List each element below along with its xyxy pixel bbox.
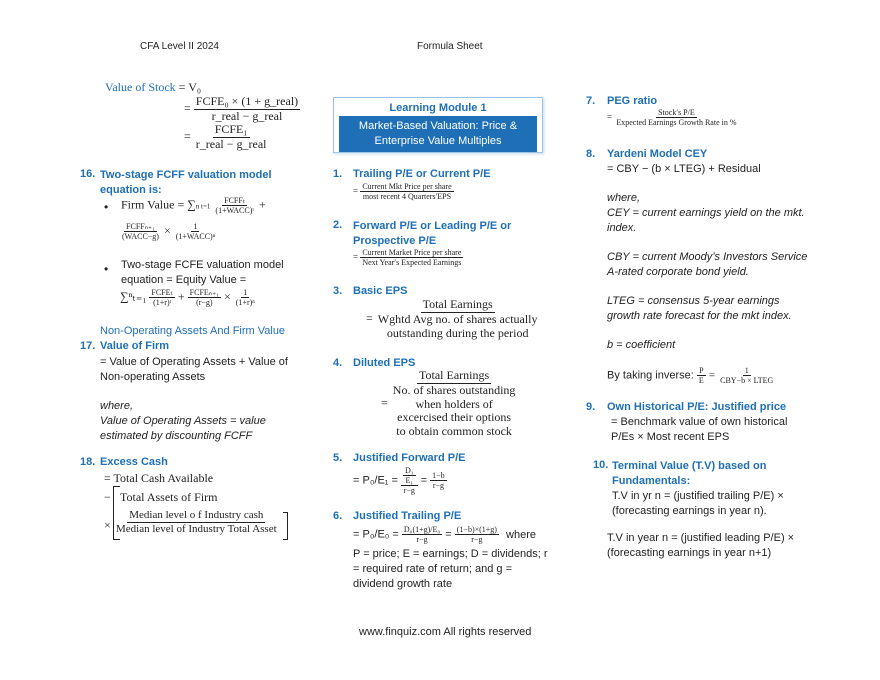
item-18-title: Excess Cash <box>100 456 168 468</box>
value-of-stock-label: Value of Stock <box>105 80 176 94</box>
learning-module-box <box>333 97 543 153</box>
item-2-title-line1: Forward P/E or Leading P/E or <box>353 220 512 232</box>
item-4-number: 4. <box>333 357 343 369</box>
item-1-eq: = <box>353 185 359 196</box>
firm-value-formula <box>121 196 266 215</box>
eq3-denominator: r_real − g_real <box>195 136 267 151</box>
item-1-number: 1. <box>333 168 343 180</box>
item-4-den-line2: when holders of <box>415 396 493 411</box>
item-4-formula <box>381 369 517 439</box>
item-18-number: 18. <box>80 456 96 468</box>
item-8-line1: = CBY − (b × LTEG) + Residual <box>607 163 761 175</box>
firm-value-f3-num: 1 <box>193 222 198 231</box>
item-5-lhs: = P₀/E₁ = <box>353 474 398 487</box>
firm-value-times: × <box>163 223 171 238</box>
item-7-eq: = <box>607 111 613 122</box>
item-18-frac-den: Median level of Industry Total Asset <box>116 522 277 535</box>
item-6-formula <box>353 525 536 544</box>
item-5-f1-num-top: D₁ <box>405 466 414 475</box>
fcfe-line2: equation = Equity Value = <box>121 274 247 286</box>
item-5-f1-num-bot: E₁ <box>405 476 414 486</box>
item-9-line1: = Benchmark value of own historical <box>611 416 788 428</box>
item-8-inverse <box>607 366 775 385</box>
item-17-body <box>100 355 288 444</box>
firm-value-f2-den: (WACC−g) <box>122 232 159 242</box>
firm-value-formula-2 <box>120 222 217 241</box>
item-6-where: where <box>506 528 536 541</box>
inverse-num1: P <box>699 366 704 375</box>
item-5-f2-den: r−g <box>432 481 445 491</box>
firm-value-f1-num: FCFFₜ <box>224 196 246 205</box>
learning-module-title: Learning Module 1 <box>389 102 487 114</box>
item-17-where: where, <box>100 400 134 412</box>
item-8-cey-line1: CEY = current earnings yield on the mkt. <box>607 207 805 219</box>
item-4-num: Total Earnings <box>419 368 490 382</box>
item-16-title <box>100 168 272 198</box>
item-9-number: 9. <box>586 401 596 413</box>
fcfe-plus: + <box>177 289 185 304</box>
item-8-lteg-line2: growth rate forecast for the mkt index. <box>607 310 792 322</box>
item-3-number: 3. <box>333 285 343 297</box>
item-10-line2: (forecasting earnings in year n). <box>612 505 767 517</box>
item-10-number: 10. <box>593 459 609 471</box>
item-3-formula <box>366 298 540 340</box>
item-10-line4: (forecasting earnings in year n+1) <box>607 547 772 559</box>
item-6-f1-den: r−g <box>416 535 428 545</box>
item-1-formula <box>353 182 454 201</box>
firm-value-plus: + <box>258 197 266 212</box>
lm-sub-line1: Market-Based Valuation: Price & <box>358 120 518 132</box>
item-16-title-line1: Two-stage FCFF valuation model <box>100 169 272 181</box>
fcfe-model-text <box>121 258 284 288</box>
item-5-title: Justified Forward P/E <box>353 452 466 464</box>
item-1-num: Current Mkt Price per share <box>362 182 452 191</box>
eq3-numerator: FCFE₁ <box>214 122 248 136</box>
right-bracket <box>283 512 288 540</box>
item-8-where: where, <box>607 192 641 204</box>
item-2-num: Current Market Price per share <box>362 248 462 257</box>
bullet-dot: • <box>104 262 109 276</box>
value-of-stock-eq1: = V₀ <box>178 80 202 94</box>
item-6-f2-num: (1−b)×(1+g) <box>456 525 497 534</box>
learning-module-subtitle <box>339 116 537 152</box>
item-6-f1-num: D₀(1+g)/E₀ <box>403 525 441 534</box>
firm-value-f3-den: (1+WACC)ⁿ <box>175 232 216 242</box>
item-9-title: Own Historical P/E: Justified price <box>607 401 787 413</box>
fcfe-f2-num: FCFEₙ₊₁ <box>189 288 219 297</box>
item-4-eq: = <box>381 395 388 410</box>
item-6-eq2: = <box>445 528 452 541</box>
fcfe-line1: Two-stage FCFE valuation model <box>121 259 284 271</box>
fcfe-f3-den: (1+r)ⁿ <box>235 298 255 308</box>
item-18-line1: = Total Cash Available <box>104 471 214 485</box>
item-4-title: Diluted EPS <box>353 357 416 369</box>
item-5-f2-num: 1−b <box>432 471 445 481</box>
item-7-number: 7. <box>586 95 596 107</box>
item-4-den-line1: No. of shares outstanding <box>392 382 516 397</box>
item-6-line2: = required rate of return; and g = <box>353 563 512 575</box>
item-17-line2: Non-operating Assets <box>100 371 206 383</box>
item-3-den <box>376 313 540 341</box>
item-10-line3: T.V in year n = (justified leading P/E) × <box>607 532 795 544</box>
item-5-f1-den: r−g <box>403 486 415 496</box>
non-operating-heading: Non-Operating Assets And Firm Value <box>100 325 286 337</box>
value-of-stock-eq2: = $\frac{\text{FCFE₀ × (1 + g\_real)}}{\text{r\_real − g\_real}}$ <box>184 94 299 123</box>
item-10-title-line1: Terminal Value (T.V) based on <box>612 460 767 472</box>
item-7-title: PEG ratio <box>607 95 658 107</box>
item-8-lteg-line1: LTEG = consensus 5-year earnings <box>607 295 780 307</box>
item-5-number: 5. <box>333 452 343 464</box>
inverse-label: By taking inverse: <box>607 369 694 382</box>
item-3-den-line1: Wghtd Avg no. of shares actually <box>377 311 538 326</box>
item-7-num: Stock′s P/E <box>658 108 695 117</box>
item-3-num: Total Earnings <box>422 297 493 311</box>
item-17-italic2: estimated by discounting FCFF <box>100 430 253 442</box>
item-2-den: Next Year′s Expected Earnings <box>362 258 462 268</box>
firm-value-sum-limits: n t=1 <box>195 202 211 211</box>
item-6-line1: P = price; E = earnings; D = dividends; r <box>353 548 548 560</box>
item-10-body <box>612 489 784 533</box>
header-center: Formula Sheet <box>417 41 483 52</box>
value-of-stock-eq3: = $\frac{\text{FCFE₁}}{\text{r\_real − g\_real}}$ <box>184 122 267 151</box>
fcfe-times: × <box>223 289 231 304</box>
item-3-den-line2: outstanding during the period <box>386 325 529 340</box>
item-5-formula <box>353 466 447 496</box>
item-8-cby-line1: CBY = current Moody’s Investors Service <box>607 251 808 263</box>
item-16-title-line2: equation is: <box>100 184 162 196</box>
item-6-title: Justified Trailing P/E <box>353 510 462 522</box>
item-3-title: Basic EPS <box>353 285 408 297</box>
item-4-den-line4: to obtain common stock <box>396 424 512 439</box>
item-4-den <box>391 384 518 439</box>
item-7-formula <box>607 108 739 127</box>
item-3-eq: = <box>366 310 373 325</box>
item-7-den: Expected Earnings Growth Rate in % <box>616 118 737 128</box>
item-6-number: 6. <box>333 510 343 522</box>
fcfe-f1-num: FCFEₜ <box>151 288 173 297</box>
inverse-num2: 1 <box>744 366 749 375</box>
item-18-line2: Total Assets of Firm <box>120 490 218 504</box>
item-10-body-2 <box>607 531 794 561</box>
item-10-line1: T.V in yr n = (justified trailing P/E) × <box>612 490 784 502</box>
item-4-den-line3: excercised their options <box>397 410 512 425</box>
bullet-dot: • <box>104 200 109 214</box>
item-18-minus: − <box>104 490 111 504</box>
item-6-lhs: = P₀/E₀ = <box>353 528 399 541</box>
item-16-number: 16. <box>80 168 96 180</box>
item-5-eq2: = <box>420 474 428 487</box>
item-10-title <box>612 459 766 489</box>
header-left: CFA Level II 2024 <box>140 41 219 52</box>
item-2-eq: = <box>353 251 359 262</box>
item-5-f1-num <box>401 466 418 486</box>
item-18-times: × <box>104 518 111 532</box>
item-8-number: 8. <box>586 148 596 160</box>
item-8-cey-line2: index. <box>607 222 637 234</box>
firm-value-prefix: Firm Value = ∑ <box>121 197 196 212</box>
lm-sub-line2: Enterprise Value Multiples <box>374 135 502 147</box>
item-10-title-line2: Fundamentals: <box>612 475 691 487</box>
eq2-denominator: r_real − g_real <box>211 108 283 123</box>
item-2-title <box>353 219 511 249</box>
item-8-coefficient: b = coefficient <box>607 339 676 351</box>
footer-text: www.finquiz.com All rights reserved <box>359 626 532 638</box>
item-8-title: Yardeni Model CEY <box>607 148 708 160</box>
item-9-body <box>611 415 787 445</box>
item-9-line2: P/Es × Most recent EPS <box>611 431 730 443</box>
item-8-cby-line2: A-rated corporate bond yield. <box>607 266 749 278</box>
value-of-stock-line <box>105 80 201 95</box>
inverse-den1: E <box>698 376 704 386</box>
fcfe-f3-num: 1 <box>243 288 248 297</box>
item-8-body <box>607 162 807 353</box>
item-18-fraction <box>114 509 279 535</box>
firm-value-f1-den: (1+WACC)ᵗ <box>215 206 254 216</box>
inverse-eq: = <box>708 369 716 382</box>
item-1-title: Trailing P/E or Current P/E <box>353 168 491 180</box>
fcfe-formula <box>120 288 257 307</box>
inverse-den2: CBY−b × LTEG <box>720 376 774 386</box>
item-17-line1: = Value of Operating Assets + Value of <box>100 356 288 368</box>
item-2-number: 2. <box>333 219 343 231</box>
fcfe-f1-den: (1+r)ᵗ <box>153 298 172 308</box>
item-6-line3: dividend growth rate <box>353 578 453 590</box>
item-17-italic1: Value of Operating Assets = value <box>100 415 266 427</box>
item-6-body <box>353 547 548 592</box>
fcfe-f2-den: (r−g) <box>196 298 213 308</box>
item-6-f2-den: r−g <box>471 535 483 545</box>
item-2-formula <box>353 248 463 267</box>
eq2-numerator: FCFE₀ × (1 + g_real) <box>195 94 299 108</box>
item-2-title-line2: Prospective P/E <box>353 235 437 247</box>
item-18-frac-num: Median level o f Industry cash <box>129 509 264 521</box>
firm-value-f2-num: FCFFₙ₊₁ <box>126 222 155 231</box>
item-1-den: most recent 4 Quarters′EPS <box>362 192 452 202</box>
item-17-title: Value of Firm <box>100 340 170 352</box>
fcfe-sum: ∑ⁿₜ₌₁ <box>120 289 147 304</box>
item-17-number: 17. <box>80 340 96 352</box>
